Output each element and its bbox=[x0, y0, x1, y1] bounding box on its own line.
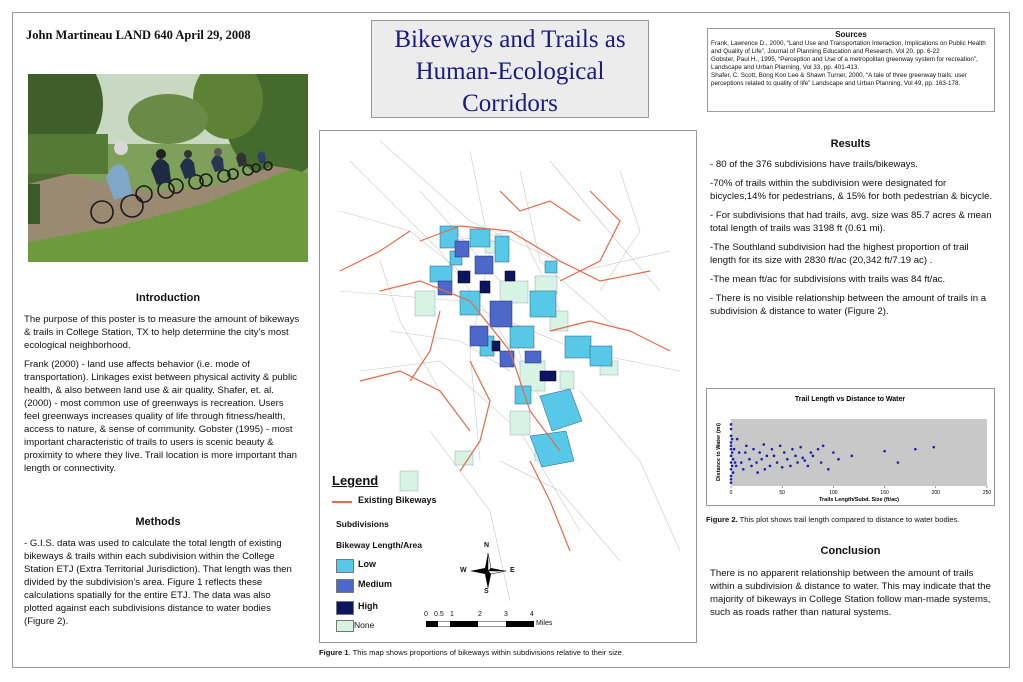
data-point bbox=[776, 461, 779, 464]
x-tick-label: 200 bbox=[931, 490, 940, 496]
scatter-plot-svg bbox=[707, 389, 994, 505]
high-swatch bbox=[336, 601, 354, 615]
plot-area bbox=[731, 419, 987, 486]
results-paragraph: - 80 of the 376 subdivisions have trails/bikeways. bbox=[710, 159, 918, 170]
data-point bbox=[730, 478, 733, 481]
data-point bbox=[731, 438, 734, 441]
data-point bbox=[731, 465, 734, 468]
data-point bbox=[773, 455, 776, 458]
compass-south: S bbox=[484, 588, 489, 595]
data-point bbox=[742, 468, 745, 471]
data-point bbox=[932, 446, 935, 449]
data-point bbox=[822, 445, 825, 448]
data-point bbox=[730, 428, 733, 431]
x-tick-label: 100 bbox=[829, 490, 838, 496]
data-point bbox=[744, 451, 747, 454]
results-paragraph: -The Southland subdivision had the highest proportion of trail length for its size with 2830 ft/ac (20,342 ft/7.19 ac) . bbox=[710, 242, 969, 266]
results-heading: Results bbox=[830, 138, 871, 150]
legend-bikeway-heading: Bikeway Length/Area bbox=[336, 540, 422, 550]
compass-east: E bbox=[510, 567, 515, 574]
data-point bbox=[730, 448, 733, 451]
data-point bbox=[760, 458, 763, 461]
sources-heading: Sources bbox=[835, 30, 867, 39]
figure1-label: Figure 1 bbox=[319, 648, 349, 657]
data-point bbox=[734, 461, 737, 464]
data-point bbox=[801, 457, 804, 460]
data-point bbox=[766, 455, 769, 458]
data-point bbox=[817, 448, 820, 451]
results-paragraph: - For subdivisions that had trails, avg. size was 85.7 acres & mean total length of trails was 3198 ft (0.61 mi). bbox=[710, 210, 992, 234]
data-point bbox=[736, 438, 739, 441]
figure1-text: . This map shows proportions of bikeways within subdivisions relative to their size. bbox=[348, 648, 625, 657]
data-point bbox=[786, 458, 789, 461]
sources-box bbox=[707, 28, 995, 112]
data-point bbox=[897, 461, 900, 464]
scale-label: 0.5 bbox=[434, 611, 444, 618]
source-entry: Frank, Lawrence D., 2000, “Land Use and Transportation Interaction, Implications on Public Health and Quality of Life”, Journal of Planning Education and Research, Vol 20, pp. 6-22 bbox=[711, 40, 986, 55]
conclusion-body bbox=[710, 567, 995, 625]
results-paragraph: - There is no visible relationship between the amount of trails in a subdivision & distance to water (Figure 2). bbox=[710, 293, 987, 317]
data-point bbox=[914, 448, 917, 451]
figure2-label: Figure 2. bbox=[706, 515, 738, 524]
figure1-caption bbox=[319, 648, 624, 657]
data-point bbox=[763, 468, 766, 471]
bikeway-swatch bbox=[332, 501, 352, 503]
data-point bbox=[730, 468, 733, 471]
data-point bbox=[781, 466, 784, 469]
poster-title bbox=[371, 20, 649, 118]
legend-low: Low bbox=[358, 559, 376, 569]
x-tick-label: 150 bbox=[880, 490, 889, 496]
data-point bbox=[730, 461, 733, 464]
data-point bbox=[750, 465, 753, 468]
data-point bbox=[733, 448, 736, 451]
data-point bbox=[730, 455, 733, 458]
none-swatch bbox=[336, 620, 354, 632]
data-point bbox=[820, 461, 823, 464]
low-swatch bbox=[336, 559, 354, 573]
x-tick-label: 250 bbox=[982, 490, 992, 496]
data-point bbox=[791, 448, 794, 451]
data-point bbox=[832, 451, 835, 454]
data-point bbox=[771, 448, 774, 451]
data-point bbox=[883, 450, 886, 453]
methods-body bbox=[24, 537, 294, 634]
data-point bbox=[738, 451, 741, 454]
scale-label: 0 bbox=[424, 611, 428, 618]
source-entry: Shafer, C. Scott, Bong Koo Lee & Shawn Turner, 2000, “A tale of three greenway trails: user perceptions related to quality of life” Landscape and Urban Planning, Vol 49, pp. 163-178. bbox=[711, 72, 967, 87]
legend-medium: Medium bbox=[358, 579, 393, 589]
compass-west: W bbox=[460, 567, 467, 574]
conclusion-paragraph: There is no apparent relationship between the amount of trails within a subdivision & distance to water. This may indicate that the majority of bikeways in College Station follow man-made systems, such as roads rather than natural systems. bbox=[710, 568, 991, 618]
data-point bbox=[783, 451, 786, 454]
legend-existing-bikeways: Existing Bikeways bbox=[358, 495, 437, 505]
data-point bbox=[735, 465, 738, 468]
data-point bbox=[730, 441, 733, 444]
data-point bbox=[731, 451, 734, 454]
figure2-text: This plot shows trail length compared to distance to water bodies. bbox=[737, 515, 960, 524]
scatter-chart bbox=[706, 388, 995, 506]
compass-north: N bbox=[484, 542, 490, 549]
methods-heading: Methods bbox=[135, 516, 181, 528]
legend-none: None bbox=[354, 620, 375, 630]
data-point bbox=[730, 434, 733, 437]
introduction-paragraph: Frank (2000) - land use affects behavior (i.e. mode of transportation). Linkages exist between physical activity & public health, & also between land use & air quality. Shafer, et. al. (2000) - most common use of greenways is recreation. Users feel greenways increases quality of life through fitness/health, access to nature, & sense of community. Gobster (1995) - most important characteristic of trails to users is scenic beauty & proximity to where they live. Trail location is more important than length or connectivity. bbox=[24, 359, 298, 474]
compass-rose-icon bbox=[468, 551, 508, 591]
data-point bbox=[740, 461, 743, 464]
legend-title: Legend bbox=[332, 473, 379, 488]
title-line-1: Bikeways and Trails as bbox=[394, 26, 626, 53]
data-point bbox=[758, 451, 761, 454]
scale-label: 3 bbox=[504, 611, 508, 618]
data-point bbox=[851, 455, 854, 458]
data-point bbox=[779, 445, 782, 448]
data-point bbox=[796, 461, 799, 464]
data-point bbox=[810, 451, 813, 454]
data-point bbox=[748, 458, 751, 461]
y-axis-label: Distance to Water (mi) bbox=[716, 423, 722, 481]
scale-unit: Miles bbox=[536, 620, 553, 627]
figure2-caption bbox=[706, 515, 960, 524]
data-point bbox=[755, 461, 758, 464]
cyclists-photo bbox=[28, 74, 308, 262]
results-paragraph: -70% of trails within the subdivision were designated for bicycles,14% for pedestrians, & 15% for both pedestrian & bicycle. bbox=[710, 178, 993, 202]
legend-high: High bbox=[358, 601, 378, 611]
data-point bbox=[732, 471, 735, 474]
data-point bbox=[762, 443, 765, 446]
introduction-heading: Introduction bbox=[135, 292, 201, 304]
title-line-3: Corridors bbox=[462, 90, 558, 117]
data-point bbox=[827, 468, 830, 471]
data-point bbox=[730, 475, 733, 478]
title-line-2: Human-Ecological bbox=[415, 58, 605, 85]
x-axis-label: Trails Length/Subd. Size (ft/ac) bbox=[818, 497, 900, 503]
conclusion-heading: Conclusion bbox=[820, 545, 881, 557]
medium-swatch bbox=[336, 579, 354, 593]
results-body bbox=[710, 158, 995, 324]
scale-label: 1 bbox=[450, 611, 454, 618]
data-point bbox=[812, 455, 815, 458]
data-point bbox=[756, 471, 759, 474]
scale-label: 4 bbox=[530, 611, 534, 618]
subdivision-map bbox=[319, 130, 697, 643]
scale-label: 2 bbox=[478, 611, 482, 618]
source-entry: Gobster, Paul H., 1995, “Perception and Use of a metropolitan greenway system for recreation”, Landscape and Urban Planning, Vol 33, pp. 401-413. bbox=[711, 56, 978, 71]
methods-paragraph: - G.I.S. data was used to calculate the total length of existing bikeways & trails within each subdivision within the College Station ETJ (Extra Territorial Jurisdiction). That length was then divided by the subdivision’s area. Figure 1 reflects these calculations spatially for the entire ETJ. The data was also plotted against each subdivisions distance to water bodies (Figure 2). bbox=[24, 538, 292, 627]
data-point bbox=[730, 481, 733, 484]
introduction-body bbox=[24, 313, 300, 481]
introduction-paragraph: The purpose of this poster is to measure the amount of bikeways & trails in College Station, TX to help determine the city’s most ecological neighborhood. bbox=[24, 314, 300, 351]
legend-subdivisions: Subdivisions bbox=[336, 519, 389, 529]
x-tick-label: 0 bbox=[729, 490, 733, 496]
data-point bbox=[807, 465, 810, 468]
chart-title: Trail Length vs Distance to Water bbox=[794, 396, 906, 403]
data-point bbox=[794, 455, 797, 458]
data-point bbox=[732, 458, 735, 461]
data-point bbox=[745, 445, 748, 448]
data-point bbox=[730, 445, 733, 448]
data-point bbox=[799, 446, 802, 449]
author-line: John Martineau LAND 640 April 29, 2008 bbox=[26, 28, 251, 42]
data-point bbox=[803, 459, 806, 462]
data-point bbox=[730, 423, 733, 426]
data-point bbox=[837, 458, 840, 461]
data-point bbox=[789, 465, 792, 468]
scale-bar bbox=[426, 621, 534, 627]
data-point bbox=[752, 448, 755, 451]
results-paragraph: -The mean ft/ac for subdivisions with trails was 84 ft/ac. bbox=[710, 274, 946, 285]
data-point bbox=[769, 465, 772, 468]
road-network bbox=[340, 141, 680, 601]
x-tick-label: 50 bbox=[779, 490, 785, 496]
